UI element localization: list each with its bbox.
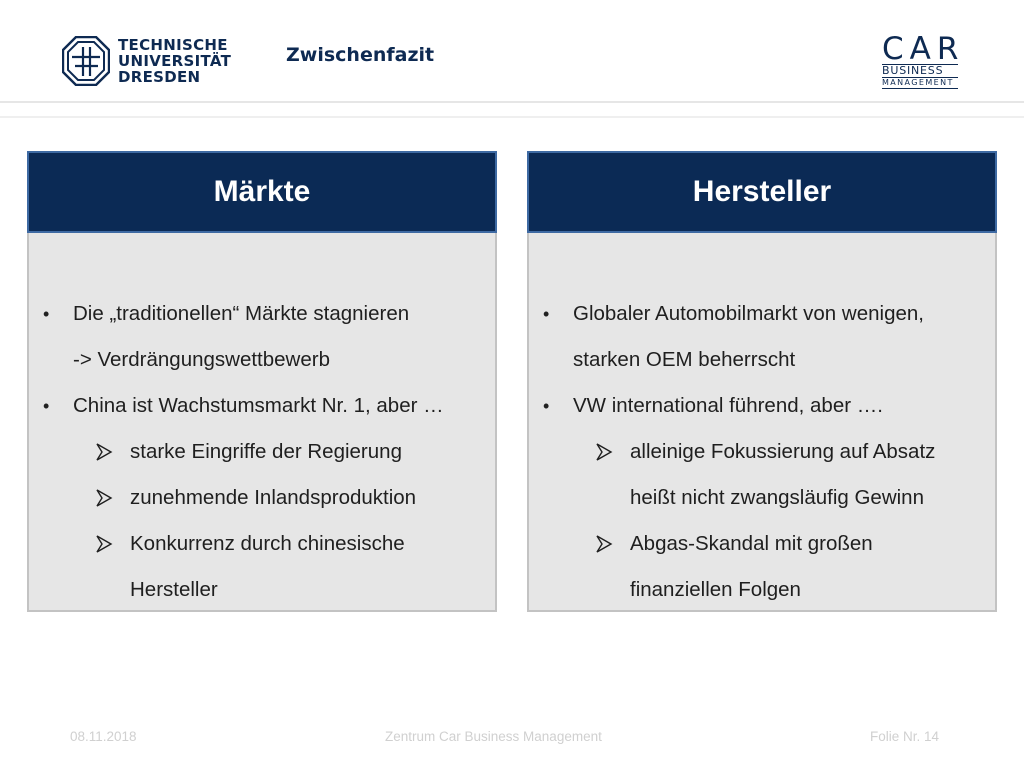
footer-date: 08.11.2018 (70, 729, 137, 744)
list-item-text: China ist Wachstumsmarkt Nr. 1, aber … (73, 394, 444, 417)
list-item-text: starken OEM beherrscht (573, 348, 796, 371)
header-divider (0, 101, 1024, 103)
tu-logo-line: UNIVERSITÄT (118, 52, 232, 70)
list-item (529, 521, 995, 567)
panel-title: Märkte (27, 151, 497, 233)
bullet-list (29, 291, 495, 613)
panel-body (27, 233, 497, 612)
list-item-text: Die „traditionellen“ Märkte stagnieren (73, 302, 410, 325)
arrow-bullet-icon (595, 534, 613, 554)
arrow-bullet-icon (95, 442, 113, 462)
cbm-logo-business: BUSINESS (882, 64, 958, 78)
list-item (529, 337, 995, 383)
list-item-text: finanziellen Folgen (630, 578, 801, 601)
list-item (529, 291, 995, 337)
tu-logo-line: DRESDEN (118, 68, 201, 86)
header-divider (0, 116, 1024, 118)
list-item-text: VW international führend, aber …. (573, 394, 883, 417)
list-item-text: Hersteller (130, 578, 218, 601)
list-item (529, 383, 995, 429)
cbm-logo-car: CAR (882, 31, 965, 67)
panel-maerkte (27, 151, 497, 612)
list-item-text: Abgas-Skandal mit großen (630, 532, 873, 555)
footer-center-text: Zentrum Car Business Management (385, 729, 602, 744)
list-item (29, 521, 495, 567)
tu-dresden-emblem-icon (62, 36, 110, 86)
panel-title: Hersteller (527, 151, 997, 233)
list-item (29, 383, 495, 429)
list-item (29, 567, 495, 613)
arrow-bullet-icon (595, 442, 613, 462)
list-item-text: Konkurrenz durch chinesische (130, 532, 405, 555)
bullet-icon: • (543, 396, 550, 416)
bullet-list (529, 291, 995, 613)
arrow-bullet-icon (95, 488, 113, 508)
tu-dresden-wordmark (118, 37, 231, 85)
car-business-management-logo (882, 31, 965, 89)
list-item-text: -> Verdrängungswettbewerb (73, 348, 330, 371)
slide-title: Zwischenfazit (286, 44, 435, 66)
tu-dresden-logo (62, 36, 232, 88)
list-item-text: zunehmende Inlandsproduktion (130, 486, 417, 509)
list-item-text: heißt nicht zwangsläufig Gewinn (630, 486, 924, 509)
bullet-icon: • (543, 304, 550, 324)
arrow-bullet-icon (95, 534, 113, 554)
bullet-icon: • (43, 304, 50, 324)
bullet-icon: • (43, 396, 50, 416)
panel-hersteller (527, 151, 997, 612)
list-item (529, 567, 995, 613)
list-item (29, 429, 495, 475)
footer-slide-number: Folie Nr. 14 (870, 729, 940, 744)
list-item (29, 475, 495, 521)
list-item-text: Globaler Automobilmarkt von wenigen, (573, 302, 924, 325)
tu-logo-line: TECHNISCHE (118, 36, 228, 54)
list-item-text: starke Eingriffe der Regierung (130, 440, 402, 463)
panel-body (527, 233, 997, 612)
list-item (29, 291, 495, 337)
cbm-logo-management: MANAGEMENT (882, 78, 958, 89)
list-item (529, 429, 995, 475)
list-item (29, 337, 495, 383)
list-item-text: alleinige Fokussierung auf Absatz (630, 440, 936, 463)
list-item (529, 475, 995, 521)
